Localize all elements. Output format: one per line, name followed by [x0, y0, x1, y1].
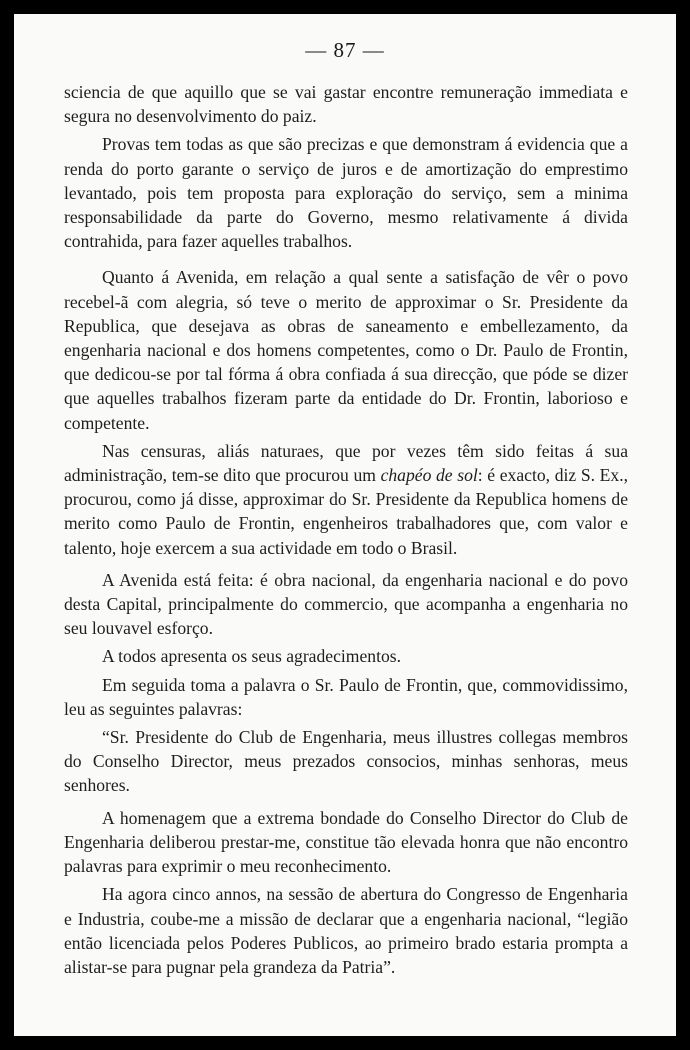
- paragraph-agradecimentos: A todos apresenta os seus agradecimentos.: [102, 646, 402, 667]
- paragraph-speech-opening: “Sr. Presidente do Club de Engenharia, meus illustres collegas membros do Conselho Director, meus prezados consocios, minhas senhoras, meus senhores.: [64, 727, 628, 796]
- censuras-text-before: Nas censuras, aliás naturaes, que por vezes têm sido feitas á sua administração, tem-se dito que procurou um: [64, 440, 628, 486]
- paragraph-homenagem: A homenagem que a extrema bondade do Conselho Director do Club de Engenharia deliberou prestar-me, constitue tão elevada honra que não encontro palavras para exprimir o meu reconhecimento.: [64, 807, 628, 877]
- body-text: [64, 80, 628, 979]
- paragraph-cinco-annos: Ha agora cinco annos, na sessão de abertura do Congresso de Engenharia e Industria, coube-me a missão de declarar que a engenharia nacional, “legião então licenciada pelos Poderes Publicos, ao primeiro brado estaria prompta a alistar-se para pugnar pela grandeza da Patria”.: [64, 884, 628, 977]
- paragraph-avenida: Quanto á Avenida, em relação a qual sente a satisfação de vêr o povo recebel-ã com alegria, só teve o merito de approximar o Sr. Presidente da Republica, que desejava as obras de saneamento e embellezamento, da engenharia nacional e dos homens competentes, como o Dr. Paulo de Frontin, que dedicou-se por tal fórma á obra confiada á sua direcção, que póde se dizer que aquelles trabalhos fizeram parte da entidade do Dr. Frontin, laborioso e competente.: [64, 267, 628, 433]
- paragraph-continuation: sciencia de que aquillo que se vai gastar encontre remuneração immediata e segura no desenvolvimento do paiz.: [64, 82, 628, 127]
- paragraph-censuras: [64, 439, 628, 560]
- paragraph-frontin-intro: Em seguida toma a palavra o Sr. Paulo de Frontin, que, commovidissimo, leu as seguintes palavras:: [64, 674, 628, 719]
- censuras-text-after: : é exacto, diz S. Ex., procurou, como já disse, approximar do Sr. Presidente da Republica homens de merito como Paulo de Frontin, engenheiros trabalhadores que, com valor e talento, hoje exercem a sua actividade em todo o Brasil.: [64, 465, 628, 558]
- censuras-italic: chapéo de sol: [380, 465, 478, 486]
- page-number: — 87 —: [305, 38, 385, 62]
- book-page: [14, 14, 676, 1036]
- paragraph-avenida-feita: A Avenida está feita: é obra nacional, da engenharia nacional e do povo desta Capital, principalmente do commercio, que acompanha a engenharia no seu louvavel esforço.: [64, 569, 628, 639]
- paragraph-provas: Provas tem todas as que são precizas e que demonstram á evidencia que a renda do porto garante o serviço de juros e de amortização do emprestimo levantado, pois tem proposta para exploração do serviço, sem a minima responsabilidade da parte do Governo, mesmo relativamente á divida contrahida, para fazer aquelles trabalhos.: [64, 134, 628, 252]
